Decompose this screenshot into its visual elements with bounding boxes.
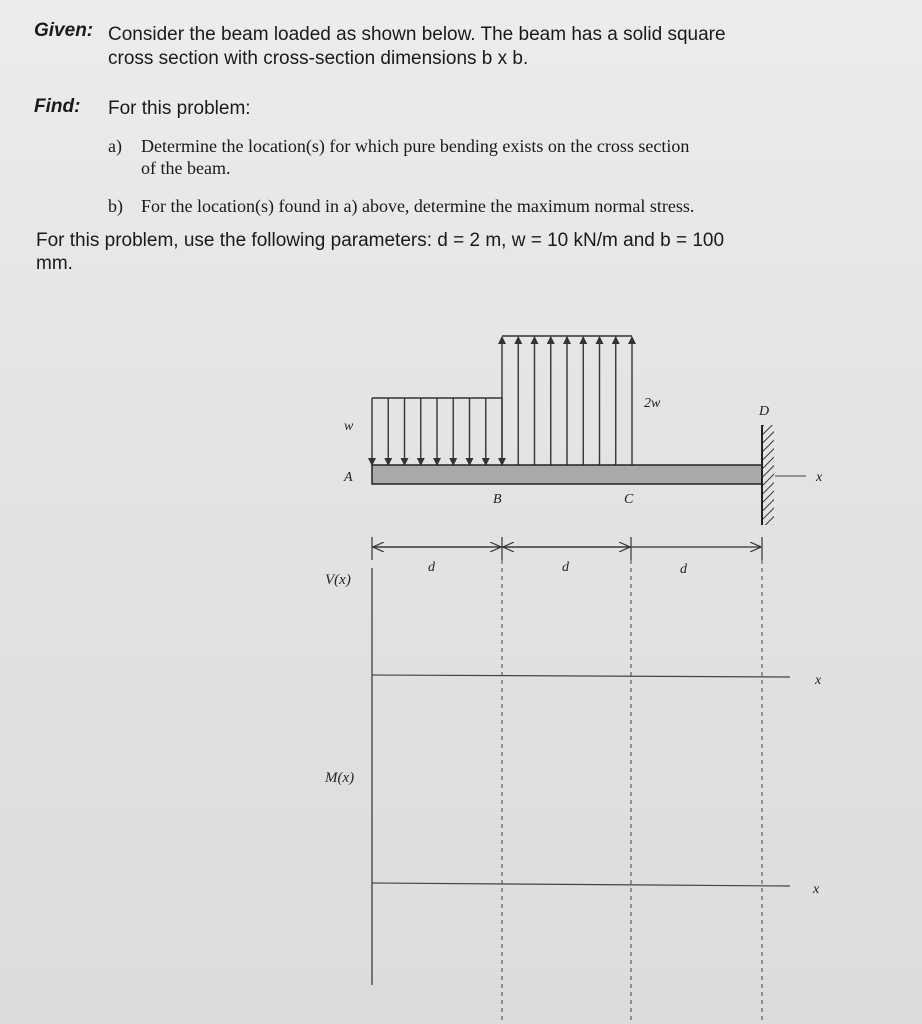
point-c-label: C xyxy=(624,492,634,507)
find-label: Find: xyxy=(34,96,81,117)
dim-d-bc: d xyxy=(562,560,569,575)
part-a-marker: a) xyxy=(108,136,122,156)
dashed-guides xyxy=(502,560,762,1020)
fixed-support xyxy=(762,425,774,525)
load-2w-label: 2w xyxy=(644,396,661,411)
given-text-line2: cross section with cross-section dimensions b x b. xyxy=(108,48,529,69)
part-a-line2: of the beam. xyxy=(141,158,231,178)
point-d-label: D xyxy=(759,404,770,419)
given-label: Given: xyxy=(34,20,94,41)
shear-baseline xyxy=(372,675,790,677)
dim-d-ab: d xyxy=(428,560,435,575)
shear-label: V(x) xyxy=(325,572,351,588)
given-text-line1: Consider the beam loaded as shown below. The beam has a solid square xyxy=(108,24,726,45)
params-line1: For this problem, use the following parameters: d = 2 m, w = 10 kN/m and b = 100 xyxy=(36,230,725,251)
dimension-lines xyxy=(372,537,762,560)
part-b-marker: b) xyxy=(108,196,123,216)
beam xyxy=(372,465,762,484)
part-a-line1: Determine the location(s) for which pure bending exists on the cross section xyxy=(141,136,690,156)
moment-x-label: x xyxy=(813,882,820,897)
moment-baseline xyxy=(372,883,790,886)
distributed-load-w xyxy=(372,398,502,465)
part-b-line1: For the location(s) found in a) above, determine the maximum normal stress. xyxy=(141,196,695,216)
find-intro: For this problem: xyxy=(108,98,251,119)
shear-x-label: x xyxy=(815,673,822,688)
point-a-label: A xyxy=(344,470,353,485)
load-w-label: w xyxy=(344,419,354,434)
params-line2: mm. xyxy=(36,253,73,274)
point-b-label: B xyxy=(493,492,502,507)
dim-d-cd: d xyxy=(680,562,687,577)
moment-label: M(x) xyxy=(325,770,355,786)
distributed-load-2w xyxy=(502,336,632,465)
beam-x-label: x xyxy=(816,470,823,485)
